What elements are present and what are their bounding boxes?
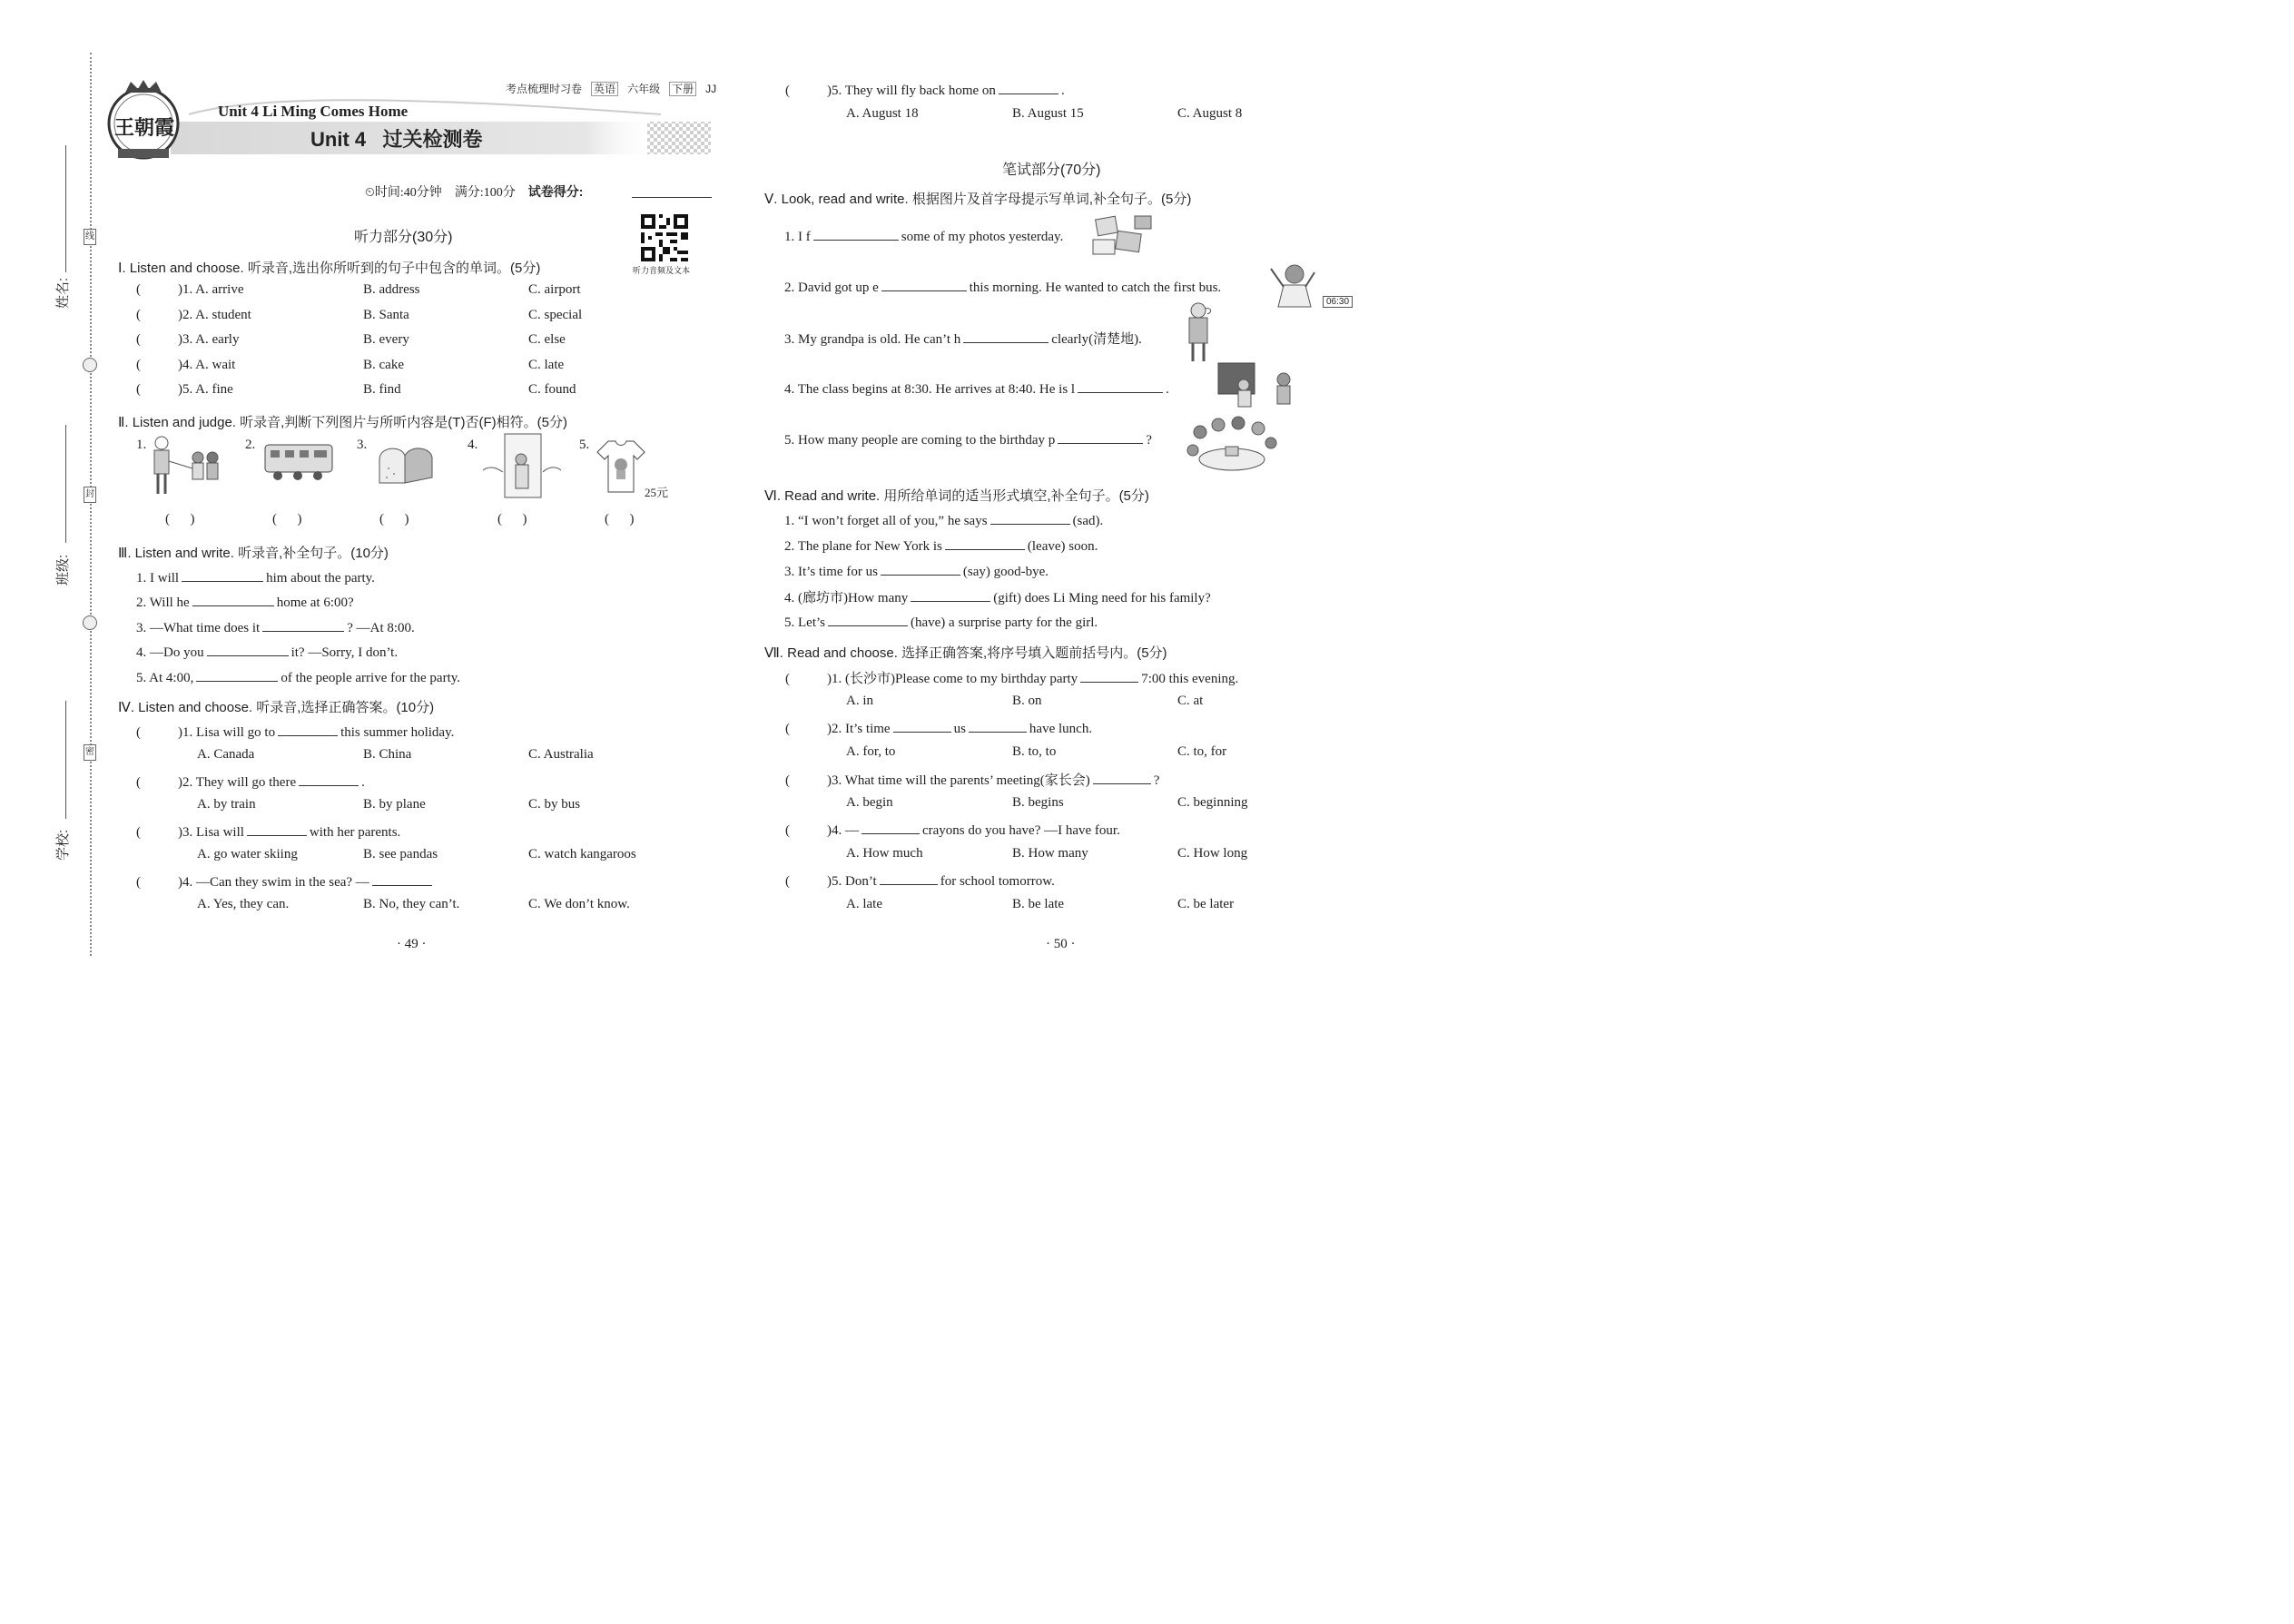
answer-blank[interactable] xyxy=(278,723,338,736)
option-c[interactable]: C. How long xyxy=(1177,846,1248,861)
answer-blank[interactable] xyxy=(299,773,359,786)
option-b[interactable]: B. to, to xyxy=(1012,744,1057,759)
name-label: 姓名: xyxy=(55,277,71,309)
fill-sentence xyxy=(784,227,1063,245)
sentence-end: home at 6:00? xyxy=(276,595,354,610)
late-student-icon xyxy=(1216,359,1296,412)
volume: 下册 xyxy=(669,82,696,96)
option-a[interactable]: )1. A. arrive xyxy=(178,282,244,297)
page-number-right: · 50 · xyxy=(1046,937,1076,951)
fill-sentence xyxy=(784,379,1169,398)
question-row xyxy=(136,822,400,841)
option-a[interactable]: A. begin xyxy=(846,795,893,810)
question-text-end: . xyxy=(1060,84,1065,98)
option-a[interactable]: A. August 18 xyxy=(846,106,919,121)
photos-icon xyxy=(1089,211,1157,260)
pic-label-2: 2. xyxy=(245,438,256,452)
qr-code-icon[interactable] xyxy=(641,214,688,261)
birthday-party-icon xyxy=(1184,414,1280,479)
choice-row xyxy=(136,282,243,298)
answer-blank[interactable] xyxy=(247,822,307,836)
option-c[interactable]: C. Australia xyxy=(528,747,594,762)
sentence-end: (sad). xyxy=(1072,514,1104,528)
sentence-start: 3. My grandpa is old. He can’t h xyxy=(784,332,961,347)
option-b[interactable]: B. August 15 xyxy=(1012,106,1084,121)
section-7-title: Ⅶ. Read and choose. 选择正确答案,将序号填入题前括号内。(5分) xyxy=(764,645,1167,661)
section-2-title: Ⅱ. Listen and judge. 听录音,判断下列图片与所听内容是(T)否(F)相符。(5分) xyxy=(118,415,567,430)
option-c[interactable]: C. watch kangaroos xyxy=(528,847,636,861)
question-text: )5. Don’t xyxy=(827,874,877,889)
option-b[interactable]: B. on xyxy=(1012,694,1042,708)
answer-blank[interactable] xyxy=(881,562,960,576)
answer-blank[interactable] xyxy=(999,81,1058,94)
question-text-end: this summer holiday. xyxy=(340,725,455,740)
fill-sentence xyxy=(784,613,1098,631)
answer-blank[interactable] xyxy=(196,668,278,682)
question-text: )1. Lisa will go to xyxy=(178,725,276,740)
question-row xyxy=(136,872,435,891)
sentence-end: ? —At 8:00. xyxy=(347,621,415,635)
option-c[interactable]: C. to, for xyxy=(1177,744,1227,759)
answer-paren[interactable]: ( xyxy=(785,672,790,686)
school-label: 学校: xyxy=(55,829,71,861)
question-row xyxy=(785,719,1092,737)
answer-blank[interactable] xyxy=(990,511,1070,525)
question-row xyxy=(136,773,365,791)
answer-blank[interactable] xyxy=(963,330,1049,343)
fill-sentence xyxy=(784,511,1103,529)
answer-blank[interactable] xyxy=(182,568,263,582)
listening-section-title: 听力部分(30分) xyxy=(354,230,453,245)
question-text: )2. They will go there xyxy=(178,775,297,790)
answer-blank[interactable] xyxy=(1080,669,1138,683)
option-b[interactable]: B. by plane xyxy=(363,797,426,812)
binding-knot-icon xyxy=(83,358,97,372)
question-text: )3. What time will the parents’ meeting(家长会) xyxy=(827,773,1090,788)
answer-blank[interactable] xyxy=(893,719,951,733)
time-label: ⏲时间:40分钟 xyxy=(365,186,442,200)
t-shirt-icon xyxy=(596,438,646,496)
sentence-start: 4. The class begins at 8:30. He arrives at 8:40. He is l xyxy=(784,382,1076,397)
option-a[interactable]: )2. A. student xyxy=(178,308,251,322)
choice-row xyxy=(136,358,235,373)
option-c[interactable]: C. airport xyxy=(528,282,581,297)
option-a[interactable]: A. Yes, they can. xyxy=(197,897,290,911)
option-b[interactable]: B. begins xyxy=(1012,795,1064,810)
answer-paren[interactable]: ( xyxy=(785,823,790,838)
series-name: 考点梳理时习卷 xyxy=(506,83,583,95)
question-row xyxy=(785,81,1065,99)
option-c[interactable]: C. We don’t know. xyxy=(528,897,630,911)
fill-sentence xyxy=(784,587,1211,606)
score-blank[interactable] xyxy=(632,197,712,198)
fill-sentence xyxy=(784,278,1221,296)
fill-sentence xyxy=(136,568,375,586)
option-c[interactable]: C. August 8 xyxy=(1177,106,1243,121)
class-label: 班级: xyxy=(55,554,71,586)
answer-blank[interactable] xyxy=(813,227,899,241)
boy-waking-up-icon xyxy=(1264,260,1320,310)
seal-line-char: 线 xyxy=(84,229,96,245)
question-text-end: . xyxy=(361,775,365,790)
answer-paren-1[interactable]: ( ) xyxy=(165,512,195,527)
option-c[interactable]: C. found xyxy=(528,382,576,397)
fill-sentence xyxy=(136,593,354,611)
sentence-start: 5. How many people are coming to the birthday p xyxy=(784,433,1056,448)
option-a[interactable]: )4. A. wait xyxy=(178,358,236,372)
option-c[interactable]: C. by bus xyxy=(528,797,581,812)
answer-paren[interactable]: ( xyxy=(136,875,141,890)
option-c[interactable]: C. at xyxy=(1177,694,1204,708)
question-text: )4. — xyxy=(827,823,859,838)
fill-sentence xyxy=(784,329,1142,348)
option-b[interactable]: B. address xyxy=(363,282,420,297)
question-row xyxy=(785,668,1238,687)
option-b[interactable]: B. No, they can’t. xyxy=(363,897,460,911)
answer-paren[interactable]: ( xyxy=(136,332,141,347)
option-b[interactable]: B. cake xyxy=(363,358,404,372)
fill-sentence xyxy=(784,536,1098,555)
answer-blank[interactable] xyxy=(945,536,1025,550)
question-text-mid: ? xyxy=(1153,773,1160,788)
full-marks: 满分:100分 xyxy=(454,186,516,200)
page-number-left: · 49 · xyxy=(397,937,427,951)
pic-label-3: 3. xyxy=(357,438,368,452)
fill-sentence xyxy=(136,668,460,686)
answer-paren-2[interactable]: ( ) xyxy=(272,512,302,527)
option-c[interactable]: C. special xyxy=(528,308,583,322)
section-4-title: Ⅳ. Listen and choose. 听录音,选择正确答案。(10分) xyxy=(118,700,435,715)
option-a[interactable]: A. late xyxy=(846,897,882,911)
sentence-start: 2. The plane for New York is xyxy=(784,539,942,554)
sentence-end: some of my photos yesterday. xyxy=(901,230,1064,244)
choice-row xyxy=(136,382,233,398)
question-text: )3. Lisa will xyxy=(178,825,244,840)
answer-paren[interactable]: ( xyxy=(785,722,790,736)
sentence-end: (gift) does Li Ming need for his family? xyxy=(993,591,1211,605)
option-b[interactable]: B. see pandas xyxy=(363,847,438,861)
option-a[interactable]: )3. A. early xyxy=(178,332,240,347)
train-icon xyxy=(261,439,336,483)
question-text-mid: crayons do you have? —I have four. xyxy=(922,823,1120,838)
qr-caption: 听力音频及文本 xyxy=(633,266,691,275)
section-1-title: Ⅰ. Listen and choose. 听录音,选出你所听到的句子中包含的单词。(5分) xyxy=(118,261,541,276)
sentence-start: 2. Will he xyxy=(136,595,190,610)
unit-subtitle: Unit 4 Li Ming Comes Home xyxy=(218,103,409,120)
question-row xyxy=(785,871,1055,890)
sentence-end: him about the party. xyxy=(266,571,375,586)
answer-blank[interactable] xyxy=(911,588,990,602)
answer-paren-3[interactable]: ( ) xyxy=(379,512,409,527)
section-5-title: Ⅴ. Look, read and write. 根据图片及首字母提示写单词,补全句子。(5分) xyxy=(764,192,1192,207)
answer-paren[interactable]: ( xyxy=(785,773,790,788)
answer-blank[interactable] xyxy=(372,872,432,886)
brand-logo-text: 王朝霞 xyxy=(114,116,175,140)
option-c[interactable]: C. else xyxy=(528,332,566,347)
sentence-start: 1. “I won’t forget all of you,” he says xyxy=(784,514,988,528)
sentence-end: (leave) soon. xyxy=(1027,539,1098,554)
answer-paren[interactable]: ( xyxy=(136,382,141,397)
sentence-end: it? —Sorry, I don’t. xyxy=(290,645,399,660)
answer-blank[interactable] xyxy=(1078,379,1163,393)
section-6-title: Ⅵ. Read and write. 用所给单词的适当形式填空,补全句子。(5分) xyxy=(764,488,1149,504)
sentence-end: this morning. He wanted to catch the first bus. xyxy=(969,281,1222,295)
sentence-start: 1. I f xyxy=(784,230,811,244)
sentence-end: (say) good-bye. xyxy=(962,565,1049,579)
question-text: )2. It’s time xyxy=(827,722,891,736)
school-line xyxy=(65,701,66,819)
answer-blank[interactable] xyxy=(262,618,344,632)
answer-paren[interactable]: ( xyxy=(136,282,141,297)
option-a[interactable]: A. Canada xyxy=(197,747,255,762)
bread-icon xyxy=(374,441,438,488)
answer-blank[interactable] xyxy=(969,719,1027,733)
answer-paren-5[interactable]: ( ) xyxy=(605,512,635,527)
pic-label-1: 1. xyxy=(136,438,147,452)
sentence-start: 4. —Do you xyxy=(136,645,204,660)
answer-paren[interactable]: ( xyxy=(136,308,141,322)
exam-info xyxy=(365,182,583,201)
sentence-end: clearly(清楚地). xyxy=(1051,332,1142,347)
option-a[interactable]: A. How much xyxy=(846,846,923,861)
answer-blank[interactable] xyxy=(192,593,274,606)
section-3-title: Ⅲ. Listen and write. 听录音,补全句子。(10分) xyxy=(118,546,389,561)
pic-label-5: 5. xyxy=(579,438,590,452)
answer-paren[interactable]: ( xyxy=(136,825,141,840)
option-a[interactable]: A. for, to xyxy=(846,744,896,759)
answer-paren[interactable]: ( xyxy=(136,358,141,372)
option-c[interactable]: C. be later xyxy=(1177,897,1235,911)
answer-paren[interactable]: ( xyxy=(785,874,790,889)
writing-section-title: 笔试部分(70分) xyxy=(1002,162,1101,178)
option-b[interactable]: B. every xyxy=(363,332,409,347)
question-row xyxy=(785,770,1159,789)
option-a[interactable]: A. in xyxy=(846,694,873,708)
sentence-start: 3. It’s time for us xyxy=(784,565,878,579)
choice-row xyxy=(136,308,251,323)
answer-blank[interactable] xyxy=(207,643,289,656)
binding-dotted-line xyxy=(90,53,92,956)
fill-sentence xyxy=(784,430,1152,448)
option-c[interactable]: C. late xyxy=(528,358,565,372)
question-text-end: have lunch. xyxy=(1029,722,1093,736)
question-row xyxy=(136,723,454,741)
question-row xyxy=(785,821,1120,839)
sentence-start: 2. David got up e xyxy=(784,281,879,295)
people-greeting-icon xyxy=(147,434,223,497)
old-man-icon xyxy=(1180,301,1220,363)
sentence-end: (have) a surprise party for the girl. xyxy=(911,615,1098,630)
option-b[interactable]: B. find xyxy=(363,382,401,397)
clock-display: 06:30 xyxy=(1323,296,1353,308)
answer-blank[interactable] xyxy=(861,821,920,834)
answer-blank[interactable] xyxy=(880,871,938,885)
score-label: 试卷得分: xyxy=(527,184,584,199)
option-b[interactable]: B. be late xyxy=(1012,897,1065,911)
answer-paren[interactable]: ( xyxy=(136,775,141,790)
answer-paren[interactable]: ( xyxy=(785,84,790,98)
question-text: )5. They will fly back home on xyxy=(827,84,996,98)
fill-sentence xyxy=(784,562,1049,580)
option-a[interactable]: )5. A. fine xyxy=(178,382,233,397)
question-text: )4. —Can they swim in the sea? — xyxy=(178,875,369,890)
binding-knot-icon xyxy=(83,615,97,630)
answer-paren-4[interactable]: ( ) xyxy=(497,512,527,527)
answer-blank[interactable] xyxy=(1093,771,1151,784)
question-text-end: with her parents. xyxy=(309,825,401,840)
option-a[interactable]: A. go water skiing xyxy=(197,847,298,861)
page-title: Unit 4 过关检测卷 xyxy=(310,128,483,151)
answer-blank[interactable] xyxy=(1058,430,1143,444)
answer-blank[interactable] xyxy=(881,278,967,291)
option-c[interactable]: C. beginning xyxy=(1177,795,1248,810)
sentence-end: . xyxy=(1166,382,1169,397)
name-line xyxy=(65,145,66,272)
class-line xyxy=(65,425,66,543)
grade: 六年级 xyxy=(627,83,661,95)
question-text-mid: us xyxy=(953,722,966,736)
answer-paren[interactable]: ( xyxy=(136,725,141,740)
question-text-mid: for school tomorrow. xyxy=(940,874,1055,889)
question-text-mid: 7:00 this evening. xyxy=(1141,672,1239,686)
sentence-start: 4. (廊坊市)How many xyxy=(784,591,909,605)
question-text: )1. (长沙市)Please come to my birthday party xyxy=(827,672,1078,686)
sentence-start: 5. Let’s xyxy=(784,615,825,630)
option-b[interactable]: B. Santa xyxy=(363,308,409,322)
option-b[interactable]: B. China xyxy=(363,747,412,762)
sentence-end: ? xyxy=(1146,433,1152,448)
sentence-end: of the people arrive for the party. xyxy=(281,671,461,685)
door-open-icon xyxy=(481,432,563,499)
sentence-start: 3. —What time does it xyxy=(136,621,261,635)
seal-secret-char: 密 xyxy=(84,744,96,761)
subject: 英语 xyxy=(591,82,618,96)
seal-fold-char: 封 xyxy=(84,487,96,503)
option-b[interactable]: B. How many xyxy=(1012,846,1088,861)
pic-label-4: 4. xyxy=(468,438,478,452)
sentence-start: 1. I will xyxy=(136,571,180,586)
price-tag: 25元 xyxy=(645,486,669,499)
option-a[interactable]: A. by train xyxy=(197,797,256,812)
fill-sentence xyxy=(136,618,415,636)
fill-sentence xyxy=(136,643,398,661)
edition: JJ xyxy=(705,83,717,95)
sentence-start: 5. At 4:00, xyxy=(136,671,194,685)
choice-row xyxy=(136,332,239,348)
answer-blank[interactable] xyxy=(828,613,908,626)
